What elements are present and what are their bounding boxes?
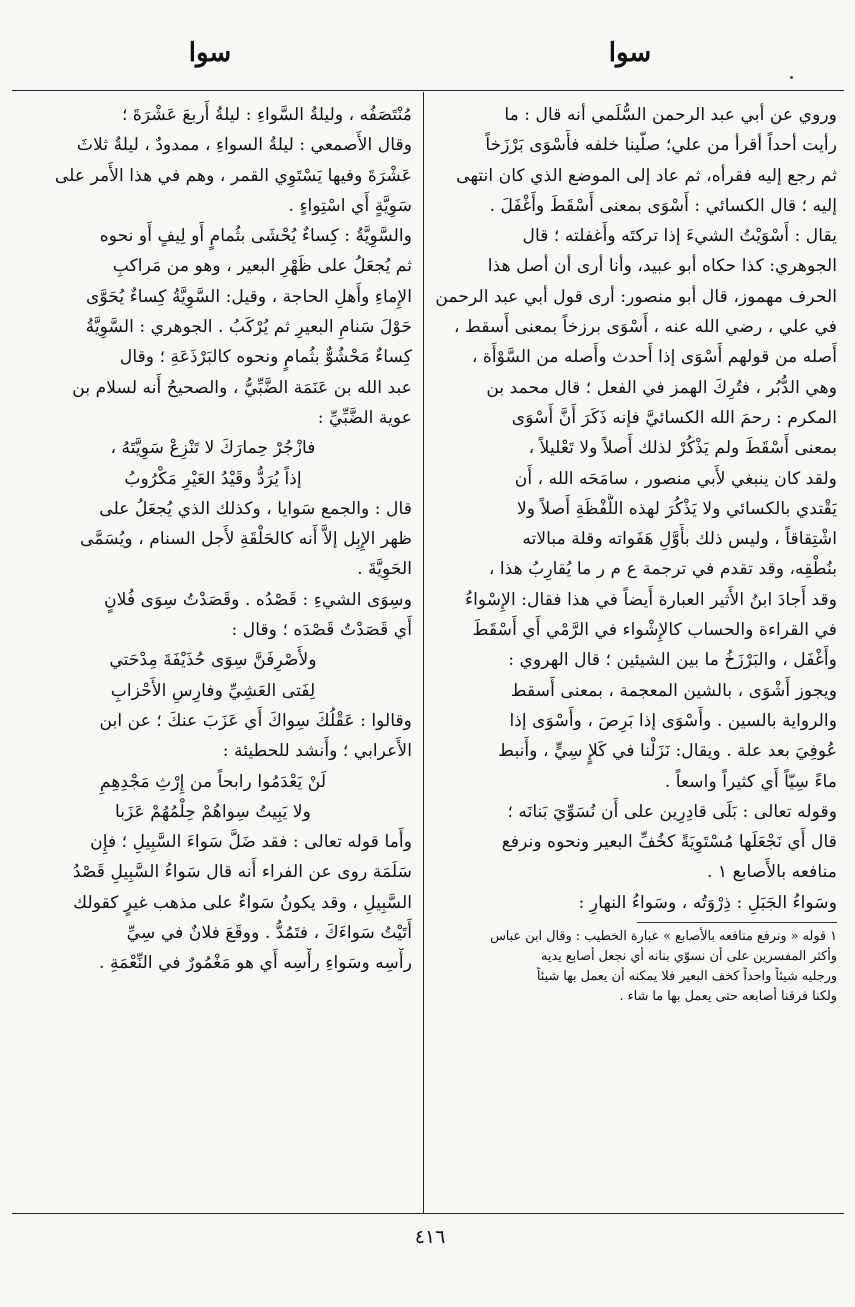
text-line: الحَوِيَّةَ . — [357, 559, 412, 580]
footnote-line: ورجليه شيئاً واحداً كخف البعير فلا يمكنه أن يعمل بها شيئاً — [536, 969, 837, 985]
text-line: وقالوا : عَقْلُكَ سِواكَ أَي عَزَبَ عنكَ ؛ عن ابن — [99, 710, 412, 731]
text-line: ولقد كان ينبغي لأَبي منصور ، سامَحَه الله ، أَن — [514, 468, 837, 489]
text-line: وسَواءُ الجَبَلِ : ذِرْوَتُه ، وسَواءُ النهارِ : — [578, 892, 837, 913]
verse-line: فازْجُرْ حِمارَكَ لا تَنْزِعْ سَوِيَّتَهُ ، — [110, 438, 316, 459]
text-line: ظهر الإِبِل إلاَّ أَنه كالحَلْقَةِ لأَجل السنام ، ويُسَمَّى — [80, 529, 412, 550]
header-dot — [790, 76, 793, 79]
bottom-rule — [12, 1213, 844, 1214]
left-paragraph-4 — [14, 585, 412, 646]
text-line: منافعه بالأَصابع ١ . — [706, 862, 837, 883]
left-paragraph-1 — [14, 100, 412, 221]
footnote-line: ولكنا فرقنا أصابعه حتى يعمل بها ما شاء . — [619, 989, 837, 1005]
text-line: وهي الدُّبُر ، فتُرِكَ الهمز في الفعل ؛ قال محمد بن — [486, 377, 837, 398]
text-line: وقال الأَصمعي : ليلةُ السواءِ ، ممدودٌ ، ليلةُ ثلاثَ — [76, 135, 412, 156]
text-line: عُوفِيَ بعد علة . ويقال: نَزَلْنا في كَلإٍ سِيٍّ ، وأَنبط — [498, 741, 837, 762]
text-line: في علي ، رضي الله عنه ، أَسْوَى برزخاً بمعنى أَسقط ، — [454, 317, 837, 338]
text-line: والسَّوِيَّةُ : كِساءٌ يُحْشَى بثُمامٍ أَو لِيفٍ أَو نحوه — [99, 226, 412, 247]
left-paragraph-3 — [14, 494, 412, 585]
verse-line: ولا يَبِيتُ سِواهُمْ حِلْمُهُمْ عَزَبا — [115, 801, 311, 822]
footnote-line: ١ قوله « ونرفع منافعه بالأصابع » عبارة الخطيب : وقال ابن عباس — [490, 929, 837, 945]
right-paragraph-3 — [433, 888, 837, 918]
text-line: رأْسِه وسَواءِ رأْسِه أَي هو مَغْمُورٌ في النِّعْمَةِ . — [99, 953, 412, 974]
right-column — [433, 100, 837, 1007]
text-line: في القراءة والحساب كالإِشْواء في الرَّمْي أَي أَسْقَطَ — [472, 620, 837, 641]
right-paragraph-1 — [433, 100, 837, 797]
text-line: المكرم : رحمَ الله الكسائيَّ فإنه ذَكَرَ أَنَّ أَسْوَى — [511, 407, 837, 428]
right-paragraph-2 — [433, 797, 837, 888]
text-line: الجوهري: كذا حكاه أبو عبيد، وأنا أرى أن أصل هذا — [487, 256, 837, 277]
text-line: ثم يُجعَلُ على ظَهْرِ البعير ، وهو من مَراكبِ — [112, 256, 412, 277]
text-line: اشْتِقاقاً ، وليس ذلك بأَوَّلِ هَفَواته وقلة مبالاته — [522, 529, 837, 550]
text-line: رأيت أحداً أقرأ من علي؛ صلّينا خلفه فأَسْوَى بَرْزَخاً — [485, 135, 837, 156]
text-line: كِساءٌ مَحْشُوٌّ بثُمامٍ ونحوه كالبَرْذَعَةِ ؛ وقال — [119, 347, 412, 368]
text-line: ثم رجع إليه فقرأه، ثم عاد إلى الموضع الذي كان انتهى — [456, 165, 837, 186]
text-line: ويجوز أَشْوَى ، بالشين المعجمة ، بمعنى أَسقط — [510, 680, 837, 701]
verse-line: لِفَتى العَشِيِّ وفارِسِ الأَحْزابِ — [110, 680, 316, 701]
running-header — [0, 38, 855, 88]
page-number: ٤١٦ — [414, 1226, 446, 1248]
text-line: وقوله تعالى : بَلَى قادِرِين على أَن نُسَوِّيَ بَنانَه ؛ — [507, 801, 837, 822]
verse-3 — [14, 767, 412, 828]
text-line: وقد أَجادَ ابنُ الأَثير العبارة أَيضاً في هذا فقال: الإِسْواءُ — [465, 589, 837, 610]
text-line: أَتَيْتُ سَواءَكَ ، فتَمُدُّ . ووقَعَ فلانٌ في سِيِّ — [126, 923, 412, 944]
text-line: الإِماءِ وأَهلِ الحاجة ، وقيل: السَّوِيَّةُ كِساءٌ يُحَوَّى — [85, 286, 412, 307]
text-line: الحرف مهموز، قال أبو منصور: أرى قول أبي عبد الرحمن — [435, 286, 837, 307]
text-line: يَقْتدي بالكسائي ولا يَذْكُرَ لهذه اللَّفْظَةِ أَصلاً ولا — [516, 498, 837, 519]
verse-line: ولأَصْرِفَنَّ سِوَى حُذَيْفَةَ مِدْحَتي — [109, 650, 317, 671]
footnote-line: وأكثر المفسرين على أن نسوّي بنانه أي نجعل أصابع يديه — [541, 949, 837, 965]
verse-2 — [14, 645, 412, 706]
text-line: سَوِيَّةٍ أَي اسْتِواءٍ . — [288, 195, 412, 216]
text-line: قال : والجمع سَوايا ، وكذلك الذي يُجعَلُ على — [99, 498, 412, 519]
verse-line: إذاً يُرَدُّ وقَيْدُ العَيْرِ مَكْرُوبُ — [124, 468, 302, 489]
text-line: مُنْتَصَفُه ، وليلةُ السَّواءِ : ليلةُ أَربعَ عَشْرَةَ ؛ — [121, 105, 412, 125]
verse-1 — [14, 433, 412, 494]
text-line: وأَما قوله تعالى : فقد ضَلَّ سَواءَ السَّبِيلِ ؛ فإِن — [90, 832, 412, 853]
text-line: أَصله من قولهم أَسْوَى إذا أَحدث وأَصله من السَّوْأَة ، — [471, 347, 837, 368]
header-word-left: سوا — [188, 38, 232, 68]
text-line: يقال : أَسْوَيْتُ الشيءَ إذا تركتَه وأَغفلته ؛ قال — [522, 226, 837, 247]
left-column — [14, 100, 412, 979]
text-line: وسِوَى الشيءِ : قَصْدُه . وقَصَدْتُ سِوَى فُلانٍ — [104, 589, 412, 610]
text-line: إليه ؛ قال الكسائي : أَسْوَى بمعنى أَسْقَطَ وأَغْفَلَ . — [489, 195, 837, 216]
left-paragraph-5 — [14, 706, 412, 767]
footnote-rule — [637, 922, 837, 923]
text-line: عبد الله بن عَنَمَة الضَّبِّيُّ ، والصحيحُ أَنه لسلام بن — [72, 377, 412, 398]
text-line: والرواية بالسين . وأَسْوَى إذا بَرِصَ ، وأَسْوَى إذا — [509, 710, 837, 731]
text-line: عَشْرَةَ وفيها يَسْتَوِي القمر ، وهم في هذا الأَمر على — [54, 165, 412, 186]
text-line: ماءً سِيّاً أَي كثيراً واسعاً . — [664, 771, 837, 792]
text-line: حَوْلَ سَنامِ البعيرِ ثم يُرْكَبُ . الجوهري : السَّوِيَّةُ — [85, 317, 412, 338]
text-line: بمعنى أَسْقَطَ ولم يَذْكُرْ لذلك أَصلاً ولا تَعْليلاً ، — [528, 438, 837, 459]
left-paragraph-2 — [14, 221, 412, 433]
text-line: قال أَي نَجْعَلَها مُسْتَوِيَةً كخُفِّ البعير ونحوه ونرفع — [501, 832, 837, 853]
verse-line: لَنْ يَعْدَمُوا رابحاً من إِرْثِ مَجْدِهِمِ — [99, 771, 327, 792]
text-line: أَي قَصَدْتُ قَصْدَه ؛ وقال : — [231, 620, 412, 641]
text-line: السَّبِيلِ ، وقد يكونُ سَواءٌ على مذهب غيرٍ كقولك — [72, 892, 412, 913]
top-rule — [12, 90, 844, 91]
text-line: الأَعرابي ؛ وأَنشد للحطيئة : — [222, 741, 412, 762]
left-paragraph-6 — [14, 827, 412, 978]
header-word-right: سوا — [608, 38, 652, 68]
text-line: وأَغْفَل ، والبَرْزَخُ ما بين الشيئين ؛ قال الهروي : — [508, 650, 837, 671]
text-line: بنُطْقِه، وقد تقدم في ترجمة ع م ر ما يُقارِبُ هذا ، — [488, 559, 837, 580]
text-line: عوية الضَّبِّيِّ : — [317, 407, 412, 428]
text-line: سَلَمَة روى عن الفراء أَنه قال سَواءُ السَّبِيلِ قَصْدُ — [72, 862, 412, 883]
footnote — [433, 927, 837, 1007]
column-divider — [423, 92, 424, 1213]
text-line: وروي عن أبي عبد الرحمن السُّلَمي أنه قال : ما — [504, 105, 837, 125]
